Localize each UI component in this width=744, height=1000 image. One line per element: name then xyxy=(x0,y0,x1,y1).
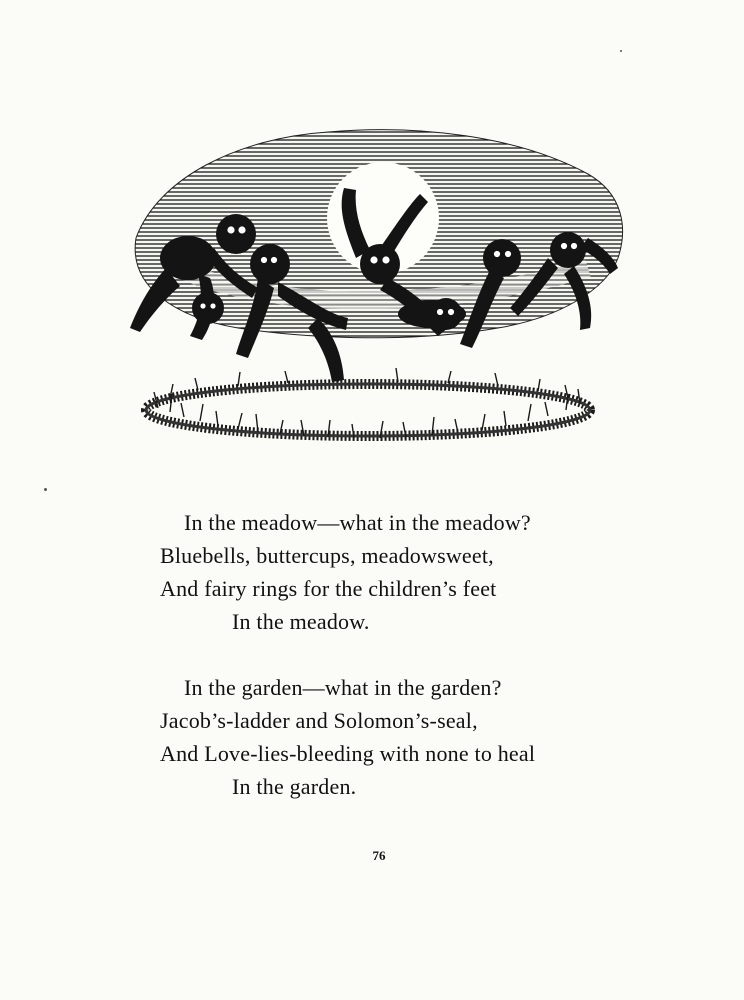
poem-line: Bluebells, buttercups, meadowsweet, xyxy=(160,543,494,568)
poem-line: In the garden—what in the garden? xyxy=(184,675,502,700)
stanza-garden xyxy=(160,671,610,803)
poem-line: In the meadow—what in the meadow? xyxy=(184,510,531,535)
paper-speck xyxy=(44,488,47,491)
poem-line: In the meadow. xyxy=(232,609,370,634)
poem-line: And fairy rings for the children’s feet xyxy=(160,576,497,601)
paper-speck xyxy=(620,50,622,52)
poem-line: Jacob’s-ladder and Solomon’s-seal, xyxy=(160,708,478,733)
poem xyxy=(160,506,610,836)
stanza-meadow xyxy=(160,506,610,638)
poem-line: And Love-lies-bleeding with none to heal xyxy=(160,741,536,766)
fairy-ring-illustration xyxy=(118,118,630,468)
poem-line: In the garden. xyxy=(232,774,357,799)
page-number: 76 xyxy=(372,848,386,863)
